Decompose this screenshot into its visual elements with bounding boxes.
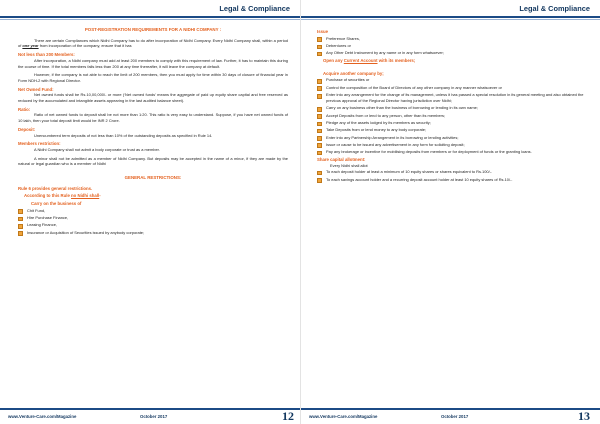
according-line: According to this Rule no Nidhi shall- [24,193,101,199]
footer-date: October 2017 [140,414,168,419]
list-item: Pay any brokerage or incentive for mobilising deposits from members or for deployment of funds or the granting loans. [317,149,586,155]
acquire-heading: Acquire another company by; [323,70,384,76]
list-item: Accept Deposits from or lend to any person, other than its members; [317,113,586,119]
share-capital-list [317,169,586,182]
issue-list [317,36,586,56]
open-account-line: Open any Current Account with its members; [323,58,416,63]
list-item: Enter into any arrangement for the change of its management, unless it has passed a special resolution in its general meeting and also obtained the previous approval of the Regional Director having jurisdiction over Nidhi; [317,92,586,103]
list-item: Issue or cause to be issued any advertisement in any form for soliciting deposit; [317,142,586,148]
members-paragraph-1: After incorporation, a Nidhi company must add at least 200 members to comply with this requirement of law. Further, it has to maintain this during the course of time. If the total members falls less than 200 at any time thereafter, it will leave the company at default. [18,57,288,69]
page-header [0,0,300,20]
share-capital-heading: Share capital allotment: [317,156,366,162]
page-footer [0,408,300,424]
footer-url-link[interactable]: www.Venture-Care.com/Magazine [8,414,77,419]
members-restriction-paragraph-2: A minor shall not be admitted as a member of Nidhi Company. But deposits may be accepted in the name of a minor, if they are made by the natural or legal guardian who is a member of Nidhi [18,155,288,167]
ratio-paragraph: Ratio of net owned funds to deposit shall be not more than 1:20. This ratio is very easy to understand. Suppose, if you have net owned funds of 10 lakh, then your total deposit limit would be INR 2 Crore. [18,112,288,124]
list-item: Pledge any of the assets lodged by its members as security; [317,120,586,126]
section-title: Legal & Compliance [219,4,290,13]
list-item: Take Deposits from or lend money to any body corporate; [317,127,586,133]
rule6-line: Rule 6 provides general restrictions. [18,185,93,191]
footer-rule [0,408,300,410]
business-list [18,208,288,236]
net-owned-fund-paragraph: Net owned funds shall be Rs.10,00,000/- or more (‘Net owned funds’ means the aggregate of paid up equity share capital and free reserved as reduced by the accumulated and intangible assets appearing in the last audited balance sheet). [18,92,288,104]
issue-heading: Issue [317,29,328,34]
general-restrictions-title: GENERAL RESTRICTIONS: [124,175,182,181]
net-owned-fund-heading: Net Owned Fund: [18,86,54,92]
footer-rule [301,408,600,410]
carry-on-line: Carry on the business of [31,201,82,207]
list-item: Insurance or Acquisition of Securities issued by anybody corporate; [18,230,288,236]
right-content [317,27,586,184]
page-header [301,0,600,20]
right-page [300,0,600,424]
deposit-paragraph: Unencumbered term deposits of not less than 10% of the outstanding deposits as specified in Rule 14. [34,132,213,138]
list-item: Carry on any business other than the business of borrowing or lending in its own name; [317,105,586,111]
page-number: 13 [578,409,590,423]
intro-paragraph: There are certain Compliances which Nidhi Company has to do after incorporation of Nidhi Company. Every Nidhi Company shall, within a period of one year from incorporation of the company, ensure that it has [18,37,288,49]
members-restriction-paragraph-1: A Nidhi Company shall not admit a body corporate or trust as a member. [34,146,160,152]
deposit-heading: Deposit: [18,126,36,132]
ratio-heading: Ratio: [18,106,31,112]
section-title: Legal & Compliance [519,4,590,13]
footer-url-link[interactable]: www.Venture-Care.com/Magazine [309,414,378,419]
list-item: Chit Fund, [18,208,288,214]
acquire-list [317,77,586,90]
list-item: Leasing Finance, [18,222,288,228]
page-number: 12 [282,409,294,423]
intro-emphasis: one year [22,43,39,49]
list-item: To each savings account holder and a recurring deposit account holder at least 10 equity shares of Rs.10/-. [317,177,586,183]
members-heading: Not less than 200 Members: [18,52,75,58]
page-footer [301,408,600,424]
members-restriction-heading: Members restriction: [18,141,61,147]
list-item: Debentures or [317,43,586,49]
list-item: Preference Shares, [317,36,586,42]
header-rule-thin [0,19,300,20]
list-item: Hire Purchase Finance, [18,215,288,221]
post-registration-title: POST-REGISTRATION REQUIREMENTS FOR A NIDHI COMPANY : [84,27,222,32]
list-item: Any Other Debt Instrument by any name or in any form whatsoever; [317,50,586,56]
left-content [18,27,288,237]
share-capital-intro: Every Nidhi shall allot [330,162,368,168]
list-item: Control the composition of the Board of Directors of any other company in any manner whatsoever or [317,85,586,91]
list-item: Purchase of securities or [317,77,586,83]
list-item: Enter into any Partnership Arrangement in its borrowing or lending activities; [317,135,586,141]
general-restrictions-list [317,92,586,154]
list-item: To each deposit holder at least a minimum of 10 equity shares or shares equivalent to Rs.100/-. [317,169,586,175]
header-rule-thin [301,19,600,20]
members-paragraph-2: However, if the company is not able to reach the limit of 200 members, then you must apply for time within 30 days of closure of financial year in Form NDH-2 with Regional Director. [18,72,288,83]
footer-date: October 2017 [441,414,469,419]
